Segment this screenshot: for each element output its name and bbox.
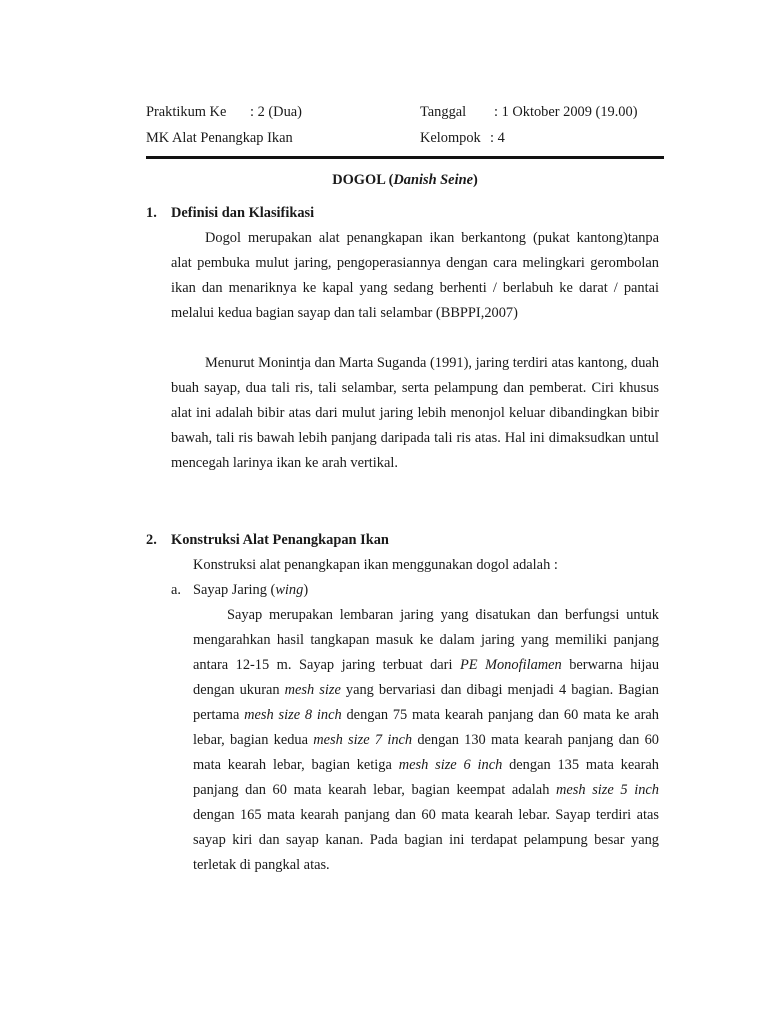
header-divider: [146, 156, 664, 159]
para-seg-7: mesh size 7 inch: [313, 732, 413, 748]
para-seg-0: Sayap merupakan lembaran jaring yang disatukan dan berfungsi untuk mengarahkan hasil tangkapan masuk ke dalam jaring yang memiliki panjang antara 12-15 m. Sayap jaring terbuat dari: [193, 607, 659, 673]
praktikum-label: Praktikum Ke: [146, 104, 227, 120]
title-italic: Danish Seine: [393, 172, 473, 188]
para-seg-9: mesh size 6 inch: [398, 757, 503, 773]
tanggal-value: : 1 Oktober 2009 (19.00): [494, 104, 638, 120]
kelompok-value: : 4: [490, 130, 505, 146]
para-seg-4: yang bervariasi dan dibagi menjadi 4 bagian. Bagian pertama: [193, 682, 659, 723]
section-2-intro: Konstruksi alat penangkapan ikan menggunakan dogol adalah :: [193, 557, 558, 573]
para-seg-11: mesh size 5 inch: [556, 782, 659, 798]
section-1-paragraph-2: [171, 351, 659, 476]
sub-a-title-text: Sayap Jaring (: [193, 582, 276, 598]
section-1-paragraph-2-text: Menurut Monintja dan Marta Suganda (1991), jaring terdiri atas kantong, duah buah sayap, dua tali ris, tali selambar, serta pelampung dan pemberat. Ciri khusus alat ini adalah bibir atas dari mulut jaring lebih menonjol keluar dibandingkan bibir bawah, tali ris bawah lebih panjang daripada tali ris atas. Hal ini dimaksudkan untul mencegah larinya ikan ke arah vertikal.: [171, 355, 659, 471]
praktikum-value: : 2 (Dua): [250, 104, 302, 120]
tanggal-label: Tanggal: [420, 104, 467, 120]
para-seg-5: mesh size 8 inch: [244, 707, 342, 723]
section-1-paragraph-1: [171, 226, 659, 326]
para-seg-1: PE Monofilamen: [459, 657, 562, 673]
sub-a-title-italic: wing: [275, 582, 304, 598]
sub-a-title: [193, 580, 308, 600]
section-1-paragraph-1-text: Dogol merupakan alat penangkapan ikan berkantong (pukat kantong)tanpa alat pembuka mulut jaring, pengoperasiannya dengan cara melingkari gerombolan ikan dan menariknya ke kapal yang sedang berhenti / berlabuh ke darat / pantai melalui kedua bagian sayap dan tali selambar (BBPPI,2007): [171, 230, 659, 321]
section-2-number: 2.: [146, 532, 157, 548]
title-main: DOGOL: [332, 172, 385, 188]
para-seg-6: dengan 75 mata kearah panjang dan 60 mata ke arah lebar, bagian kedua: [193, 707, 659, 748]
para-seg-3: mesh size: [284, 682, 341, 698]
section-1-number: 1.: [146, 205, 157, 221]
para-seg-2: berwarna hijau dengan ukuran: [193, 657, 660, 698]
para-seg-12: dengan 165 mata kearah panjang dan 60 mata kearah lebar. Sayap terdiri atas sayap kiri dan sayap kanan. Pada bagian ini terdapat pelampung besar yang terletak di pangkal atas.: [193, 807, 659, 873]
kelompok-label: Kelompok: [420, 130, 481, 146]
para-seg-8: dengan 130 mata kearah panjang dan 60 mata kearah lebar, bagian ketiga: [193, 732, 659, 773]
sub-a-paragraph: [193, 603, 659, 878]
sub-a-title-end: ): [303, 582, 309, 598]
mk-label: MK Alat Penangkap Ikan: [146, 130, 293, 146]
sub-a-marker: a.: [171, 582, 181, 598]
section-2-heading: Konstruksi Alat Penangkapan Ikan: [171, 532, 389, 548]
section-1-heading: Definisi dan Klasifikasi: [171, 205, 315, 221]
document-title: DOGOL (Danish Seine): [332, 172, 478, 188]
para-seg-10: dengan 135 mata kearah panjang dan 60 mata kearah lebar, bagian keempat adalah: [193, 757, 659, 798]
